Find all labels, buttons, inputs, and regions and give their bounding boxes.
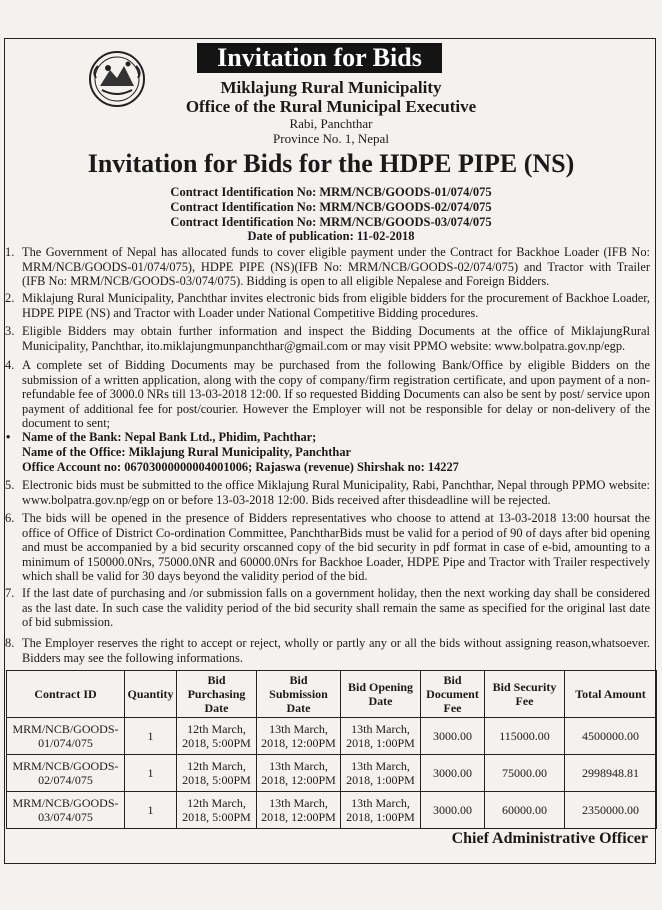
publication-date: Date of publication: 11-02-2018 bbox=[247, 229, 415, 243]
contract-id-2: Contract Identification No: MRM/NCB/GOODS-02/074/075 bbox=[170, 200, 492, 214]
contract-id-1: Contract Identification No: MRM/NCB/GOODS-01/074/075 bbox=[170, 185, 492, 199]
table-header-row bbox=[7, 671, 657, 718]
paragraph-2 bbox=[5, 291, 650, 320]
cell-purchasing-date: 12th March, 2018, 5:00PM bbox=[177, 792, 257, 829]
cell-total-amount: 4500000.00 bbox=[565, 718, 657, 755]
header-document-fee: Bid Document Fee bbox=[421, 671, 485, 718]
paragraph-text: If the last date of purchasing and /or submission falls on a government holiday, then the next working day shall be considered as the last date. In such case the validity period of the bid security shall remain the same as specified for the original last date of bid submission. bbox=[22, 586, 650, 629]
paragraph-text: Electronic bids must be submitted to the office Miklajung Rural Municipality, Rabi, Panchthar, Nepal through PPMO website: www.bolpatra.gov.np/egp on or before 13-03-2018 12:00. Bids received after thisdeadline will be rejected. bbox=[22, 478, 650, 507]
cell-opening-date: 13th March, 2018, 1:00PM bbox=[341, 718, 421, 755]
paragraph-text: The Government of Nepal has allocated funds to cover eligible payment under the Contract for Backhoe Loader (IFB No: MRM/NCB/GOODS-01/074/075), HDPE PIPE (NS)(IFB No: MRM/NCB/GOODS-02/074/075) and Tractor with Trailer (IFB No: MRM/NCB/GOODS-03/074/075). Bidding is open to all eligible Nepalese and Foreign Bidders. bbox=[22, 245, 650, 288]
cell-total-amount: 2350000.00 bbox=[565, 792, 657, 829]
organization-name: Miklajung Rural Municipality bbox=[220, 78, 442, 97]
cell-contract-id: MRM/NCB/GOODS-02/074/075 bbox=[7, 755, 125, 792]
paragraph-number: 2. bbox=[5, 291, 15, 305]
cell-contract-id: MRM/NCB/GOODS-01/074/075 bbox=[7, 718, 125, 755]
paragraph-number: 5. bbox=[5, 478, 15, 492]
paragraph-text: A complete set of Bidding Documents may be purchased from the following Bank/Office by eligible Bidders on the submission of a written application, along with the copy of company/firm registration certificate, and upon payment of a non-refundable fee of 3000.0 NRs till 13-03-2018 12:00. If so requested Bidding Documents can also be sent by post/ service upon payment of additional fee for post/courier. However the Employer will not be responsible for delay or non-delivery of the document to sent; bbox=[22, 358, 650, 430]
table-row bbox=[7, 718, 657, 755]
cell-submission-date: 13th March, 2018, 12:00PM bbox=[257, 755, 341, 792]
paragraph-6 bbox=[5, 511, 650, 584]
paragraph-text: The bids will be opened in the presence of Bidders representatives who choose to attend at 13-03-2018 13:00 hoursat the office of Office of District Co-ordination Committee, PanchtharBids must be valid for a period of 90 of days after bid opening and must be accompanied by a bid security orscanned copy of the bid security in pdf format in case of e-bid, amounting to a minimum of 150000.0Nrs, 75000.0NR and 60000.0Nrs for Backhoe Loader, HDPE Pipe and Tractor with Trailer respectively which shall be valid for 30 days beyond the validity period of the bid. bbox=[22, 511, 650, 583]
cell-security-fee: 75000.00 bbox=[485, 755, 565, 792]
cell-quantity: 1 bbox=[125, 755, 177, 792]
cell-security-fee: 115000.00 bbox=[485, 718, 565, 755]
paragraph-5 bbox=[5, 478, 650, 507]
bank-account: Office Account no: 06703000000004001006; Rajaswa (revenue) Shirshak no: 14227 bbox=[22, 460, 459, 474]
office-name: Office of the Rural Municipal Executive bbox=[185, 97, 477, 116]
cell-security-fee: 60000.00 bbox=[485, 792, 565, 829]
paragraph-number: 4. bbox=[5, 358, 15, 372]
cell-document-fee: 3000.00 bbox=[421, 718, 485, 755]
paragraph-text: Miklajung Rural Municipality, Panchthar invites electronic bids from eligible bidders for the procurement of Backhoe Loader, HDPE PIPE (NS) and Tractor with Loader under National Competitive Bidding procedures. bbox=[22, 291, 650, 320]
header-contract-id: Contract ID bbox=[7, 671, 125, 718]
paragraph-8 bbox=[5, 636, 650, 665]
banner-title: Invitation for Bids bbox=[197, 43, 442, 73]
cell-document-fee: 3000.00 bbox=[421, 755, 485, 792]
bid-table bbox=[6, 670, 657, 829]
address-line-1: Rabi, Panchthar bbox=[289, 116, 373, 131]
bank-name-text: Name of the Bank: Nepal Bank Ltd., Phidim, Pachthar; bbox=[22, 430, 317, 444]
bullet: • bbox=[6, 430, 11, 444]
paragraph-7 bbox=[5, 586, 650, 630]
header-security-fee: Bid Security Fee bbox=[485, 671, 565, 718]
header-quantity: Quantity bbox=[125, 671, 177, 718]
table-row bbox=[7, 792, 657, 829]
paragraph-text: Eligible Bidders may obtain further information and inspect the Bidding Documents at the office of MiklajungRural Municipality, Panchthar, ito.miklajungmunpanchthar@gmail.com or may visit PPMO website: www.bolpatra.gov.np/egp. bbox=[22, 324, 650, 353]
cell-opening-date: 13th March, 2018, 1:00PM bbox=[341, 792, 421, 829]
contract-id-3: Contract Identification No: MRM/NCB/GOODS-03/074/075 bbox=[170, 215, 492, 229]
paragraph-number: 7. bbox=[5, 586, 15, 600]
bank-name bbox=[6, 430, 650, 445]
header-opening-date: Bid Opening Date bbox=[341, 671, 421, 718]
header-total-amount: Total Amount bbox=[565, 671, 657, 718]
cell-opening-date: 13th March, 2018, 1:00PM bbox=[341, 755, 421, 792]
notice-title: Invitation for Bids for the HDPE PIPE (NS) bbox=[87, 149, 575, 178]
cell-document-fee: 3000.00 bbox=[421, 792, 485, 829]
cell-submission-date: 13th March, 2018, 12:00PM bbox=[257, 792, 341, 829]
cell-quantity: 1 bbox=[125, 718, 177, 755]
cell-total-amount: 2998948.81 bbox=[565, 755, 657, 792]
cell-purchasing-date: 12th March, 2018, 5:00PM bbox=[177, 718, 257, 755]
paragraph-text: The Employer reserves the right to accept or reject, wholly or partly any or all the bids without assigning reason,whatsoever. Bidders may see the following informations. bbox=[22, 636, 650, 665]
cell-quantity: 1 bbox=[125, 792, 177, 829]
paragraph-number: 1. bbox=[5, 245, 15, 259]
paragraph-3 bbox=[5, 324, 650, 353]
signatory: Chief Administrative Officer bbox=[451, 830, 648, 847]
header-purchasing-date: Bid Purchasing Date bbox=[177, 671, 257, 718]
cell-purchasing-date: 12th March, 2018, 5:00PM bbox=[177, 755, 257, 792]
paragraph-number: 6. bbox=[5, 511, 15, 525]
bank-office: Name of the Office: Miklajung Rural Municipality, Panchthar bbox=[22, 445, 352, 459]
paragraph-number: 3. bbox=[5, 324, 15, 338]
paragraph-4 bbox=[5, 358, 650, 431]
cell-contract-id: MRM/NCB/GOODS-03/074/075 bbox=[7, 792, 125, 829]
address-line-2: Province No. 1, Nepal bbox=[273, 131, 389, 146]
paragraph-number: 8. bbox=[5, 636, 15, 650]
table-row bbox=[7, 755, 657, 792]
header-submission-date: Bid Submission Date bbox=[257, 671, 341, 718]
paragraph-1 bbox=[5, 245, 650, 289]
cell-submission-date: 13th March, 2018, 12:00PM bbox=[257, 718, 341, 755]
